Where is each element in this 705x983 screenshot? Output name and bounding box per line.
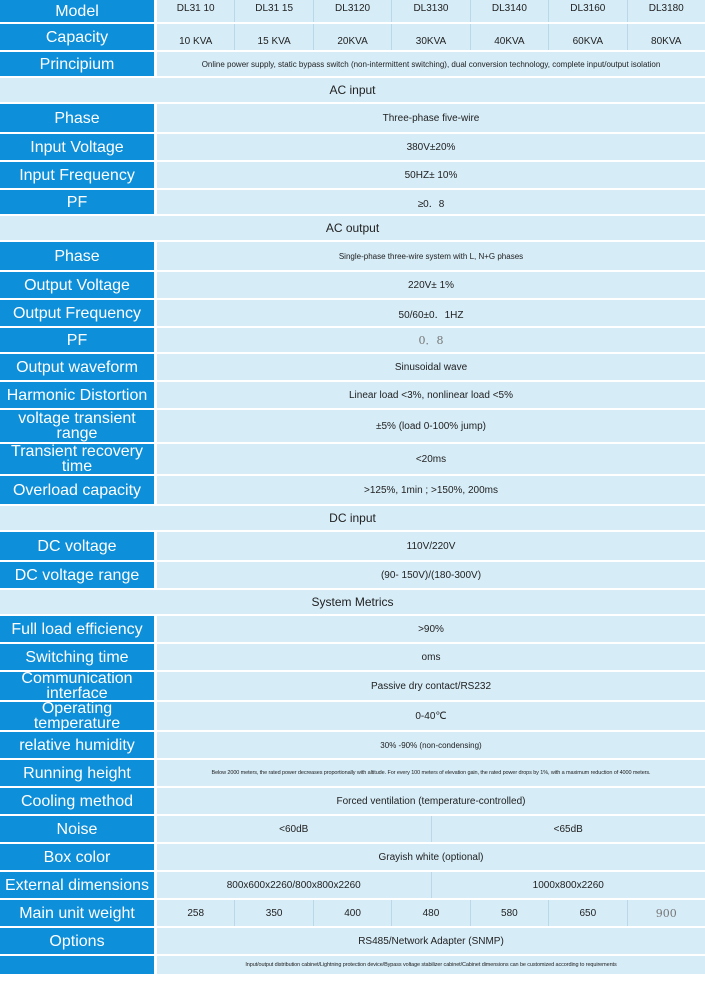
spec-values — [157, 616, 705, 642]
spec-values — [157, 732, 705, 758]
spec-values — [157, 382, 705, 408]
spec-value: 350 — [235, 900, 313, 926]
spec-row-cooling-method — [0, 788, 705, 816]
spec-values — [157, 900, 705, 926]
spec-label: Cooling method — [0, 788, 156, 814]
spec-value: 80KVA — [651, 36, 682, 47]
spec-value: 30% -90% (non-condensing) — [380, 740, 482, 750]
spec-label: Phase — [0, 104, 156, 132]
spec-label: Phase — [0, 242, 156, 270]
spec-value: 480 — [392, 900, 470, 926]
spec-row-main-unit-weight — [0, 900, 705, 928]
spec-values — [157, 104, 705, 132]
spec-value: 1000x800x2260 — [532, 879, 604, 891]
spec-value: DL3140 — [471, 0, 549, 22]
spec-label: Transient recovery time — [0, 444, 156, 474]
spec-label: Operating temperature — [0, 702, 156, 730]
spec-values — [157, 816, 705, 842]
spec-label: Output waveform — [0, 354, 156, 380]
spec-row-output-waveform — [0, 354, 705, 382]
spec-row-external-dimensions — [0, 872, 705, 900]
spec-value: 258 — [157, 900, 235, 926]
spec-values — [157, 644, 705, 670]
spec-row-overload-capacity — [0, 476, 705, 506]
spec-values — [157, 190, 705, 214]
spec-value: DL3130 — [392, 0, 470, 22]
spec-value: 15 KVA — [235, 24, 313, 50]
spec-value: >125%, 1min ; >150%, 200ms — [364, 484, 498, 496]
spec-label: Principium — [0, 52, 156, 76]
spec-value: 800x600x2260/800x800x2260 — [157, 872, 432, 898]
spec-values — [157, 562, 705, 588]
spec-value: 0-40℃ — [415, 710, 447, 722]
section-header-ac-input: AC input — [0, 78, 705, 104]
spec-row-switching-time — [0, 644, 705, 672]
spec-label: External dimensions — [0, 872, 156, 898]
spec-value: Single-phase three-wire system with L, N+G phases — [338, 251, 524, 261]
spec-values — [157, 672, 705, 700]
spec-value: >90% — [418, 623, 444, 635]
spec-row-output-frequency — [0, 300, 705, 328]
spec-label: Running height — [0, 760, 156, 786]
spec-value: 20KVA — [314, 24, 392, 50]
spec-values — [157, 134, 705, 160]
spec-row-phase — [0, 242, 705, 272]
spec-values — [157, 354, 705, 380]
section-header-dc-input: DC input — [0, 506, 705, 532]
spec-value: 580 — [471, 900, 549, 926]
spec-value: Three-phase five-wire — [382, 112, 480, 124]
spec-row-harmonic-distortion — [0, 382, 705, 410]
spec-row-noise — [0, 816, 705, 844]
section-header-system-metrics: System Metrics — [0, 590, 705, 616]
spec-label: Main unit weight — [0, 900, 156, 926]
spec-value: DL31 10 — [157, 0, 235, 22]
spec-label: PF — [0, 190, 156, 214]
spec-values — [157, 52, 705, 76]
spec-row-dc-voltage-range — [0, 562, 705, 590]
spec-row-model — [0, 0, 705, 24]
spec-value: 10 KVA — [157, 24, 235, 50]
spec-value: 110V/220V — [406, 540, 456, 552]
spec-row-blank — [0, 956, 705, 976]
spec-value: (90- 150V)/(180-300V) — [380, 569, 482, 581]
spec-values — [157, 162, 705, 188]
spec-row-output-voltage — [0, 272, 705, 300]
spec-values — [157, 0, 705, 22]
spec-row-full-load-efficiency — [0, 616, 705, 644]
spec-value: Grayish white (optional) — [378, 851, 484, 863]
spec-value: DL3180 — [648, 3, 684, 14]
spec-value: DL3160 — [549, 0, 627, 22]
spec-value: oms — [421, 651, 441, 663]
spec-label: Noise — [0, 816, 156, 842]
spec-value: Forced ventilation (temperature-controlled) — [336, 795, 526, 807]
spec-row-principium — [0, 52, 705, 78]
spec-row-pf — [0, 328, 705, 354]
spec-label: Overload capacity — [0, 476, 156, 504]
spec-values — [157, 928, 705, 954]
spec-value: DL31 15 — [235, 0, 313, 22]
spec-row-relative-humidity — [0, 732, 705, 760]
spec-values — [157, 444, 705, 474]
spec-values — [157, 24, 705, 50]
spec-values — [157, 410, 705, 442]
spec-values — [157, 872, 705, 898]
spec-row-input-voltage — [0, 134, 705, 162]
spec-values — [157, 760, 705, 786]
spec-value: RS485/Network Adapter (SNMP) — [358, 935, 504, 947]
spec-row-voltage-transient-range — [0, 410, 705, 444]
spec-label: DC voltage — [0, 532, 156, 560]
spec-value: 0．8 — [418, 334, 444, 347]
spec-value: <20ms — [415, 453, 447, 465]
spec-label: Harmonic Distortion — [0, 382, 156, 408]
spec-values — [157, 788, 705, 814]
spec-value: 40KVA — [471, 24, 549, 50]
spec-label: Options — [0, 928, 156, 954]
spec-values — [157, 300, 705, 326]
spec-row-operating-temperature — [0, 702, 705, 732]
section-header-ac-output: AC output — [0, 216, 705, 242]
spec-label: Switching time — [0, 644, 156, 670]
spec-value: DL3120 — [314, 0, 392, 22]
spec-value: 900 — [655, 906, 677, 920]
spec-values — [157, 328, 705, 352]
spec-value: Below 2000 meters, the rated power decreases proportionally with altitude. For every 100 meters of elevation gain, the rated power drops by 1%, with a maximum reduction of 4000 meters. — [211, 770, 651, 776]
spec-value: <60dB — [157, 816, 432, 842]
spec-value: 60KVA — [549, 24, 627, 50]
spec-value: 400 — [314, 900, 392, 926]
spec-values — [157, 272, 705, 298]
spec-row-box-color — [0, 844, 705, 872]
spec-label: relative humidity — [0, 732, 156, 758]
spec-row-capacity — [0, 24, 705, 52]
spec-value: Linear load <3%, nonlinear load <5% — [348, 389, 513, 401]
spec-label: Output Frequency — [0, 300, 156, 326]
spec-label: Input Voltage — [0, 134, 156, 160]
spec-row-options — [0, 928, 705, 956]
spec-value: 30KVA — [392, 24, 470, 50]
spec-row-transient-recovery-time — [0, 444, 705, 476]
spec-value: ±5% (load 0-100% jump) — [376, 420, 486, 432]
spec-value: ≥0．8 — [417, 198, 445, 210]
spec-row-dc-voltage — [0, 532, 705, 562]
spec-label: voltage transient range — [0, 410, 156, 442]
spec-label: Full load efficiency — [0, 616, 156, 642]
spec-value: 380V±20% — [406, 141, 456, 153]
spec-value: 50/60±0．1HZ — [398, 309, 464, 321]
spec-value: 220V± 1% — [407, 279, 455, 291]
spec-label — [0, 956, 156, 974]
spec-value: 650 — [549, 900, 627, 926]
spec-label: PF — [0, 328, 156, 352]
spec-row-running-height — [0, 760, 705, 788]
spec-values — [157, 476, 705, 504]
spec-values — [157, 702, 705, 730]
spec-label: Input Frequency — [0, 162, 156, 188]
spec-row-pf — [0, 190, 705, 216]
spec-values — [157, 242, 705, 270]
spec-label: Communication interface — [0, 672, 156, 700]
spec-value: Sinusoidal wave — [394, 361, 468, 373]
spec-values — [157, 844, 705, 870]
spec-value: Input/output distribution cabinet/Lightning protection device/Bypass voltage stabilizer cabinet/Cabinet dimensions can be customized according to requirements — [245, 962, 617, 968]
spec-value: 50HZ± 10% — [404, 169, 458, 181]
spec-row-input-frequency — [0, 162, 705, 190]
spec-value: Passive dry contact/RS232 — [370, 680, 492, 692]
spec-value: Online power supply, static bypass switch (non-intermittent switching), dual conversion technology, complete input/output isolation — [201, 59, 661, 69]
spec-row-communication-interface — [0, 672, 705, 702]
spec-value: <65dB — [553, 823, 583, 835]
spec-label: Capacity — [0, 24, 156, 50]
spec-values — [157, 956, 705, 974]
spec-row-phase — [0, 104, 705, 134]
spec-label: Output Voltage — [0, 272, 156, 298]
spec-label: Box color — [0, 844, 156, 870]
spec-values — [157, 532, 705, 560]
spec-label: DC voltage range — [0, 562, 156, 588]
spec-label: Model — [0, 0, 156, 22]
